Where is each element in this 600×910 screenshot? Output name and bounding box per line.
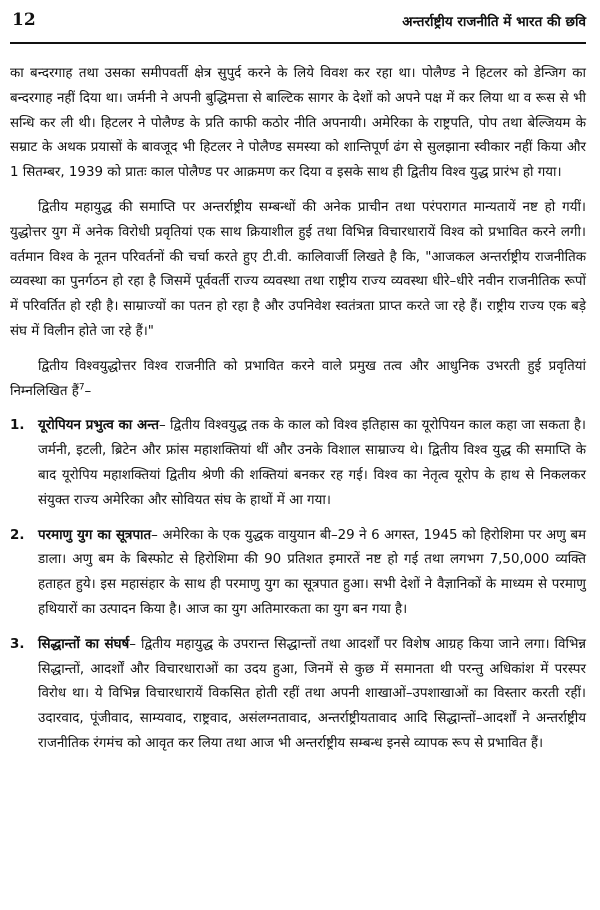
point-title: परमाणु युग का सूत्रपात [38,527,152,543]
points-list [10,414,586,756]
list-item [10,633,586,757]
point-text: – द्वितीय महायुद्ध के उपरान्त सिद्धान्तों तथा आदर्शों पर विशेष आग्रह किया जाने लगा। विभिन्न सिद्धान्तों, आदर्शों और विचारधाराओं का उदय हुआ, जिनमें से कुछ में समानता थी परन्तु अधिकांश में परस्पर विरोध था। ये विभिन्न विचारधारायें विकसित होती रहीं तथा अपनी शाखाओं–उपशाखाओं का विस्तार करती रहीं। उदारवाद, पूंजीवाद, साम्यवाद, राष्ट्रवाद, असंलग्नतावाद, अन्तर्राष्ट्रीयतावाद आदि सिद्धान्तों–आदर्शों ने अन्तर्राष्ट्रीय राजनीतिक रंगमंच को आवृत कर लिया तथा आज भी अन्तर्राष्ट्रीय सम्बन्ध इनसे व्यापक रूप से प्रभावित हैं। [38,636,586,751]
page-number: 12 [12,10,36,30]
running-title: अन्तर्राष्ट्रीय राजनीति में भारत की छवि [402,14,586,30]
list-item [10,414,586,513]
point-number: 1. [10,418,25,434]
page-content [10,62,586,757]
intro-text: द्वितीय विश्वयुद्धोत्तर विश्व राजनीति को प्रभावित करने वाले प्रमुख तत्व और आधुनिक उभरती हुई प्रवृतियां निम्नलिखित हैं [10,358,586,399]
paragraph-intro [10,355,586,405]
paragraph-continuation: का बन्दरगाह तथा उसका समीपवर्ती क्षेत्र सुपुर्द करने के लिये विवश कर रहा था। पोलैण्ड ने हिटलर को डेन्जिग का बन्दरगाह नहीं दिया था। जर्मनी ने अपनी बुद्धिमत्ता से बाल्टिक सागर के देशों को अपने पक्ष में कर लिया था व रूस से भी सन्धि कर ली थी। हिटलर ने पोलैण्ड के प्रति काफी कठोर नीति अपनायी। अमेरिका के राष्ट्रपति, पोप तथा बेल्जियम के सम्राट के अथक प्रयासों के बावजूद भी हिटलर ने पोलैण्ड समस्या को शान्तिपूर्ण ढंग से सुलझाना स्वीकार नहीं किया और 1 सितम्बर, 1939 को प्रातः काल पोलैण्ड पर आक्रमण कर दिया व इसके साथ ही द्वितीय विश्व युद्ध प्रारंभ हो गया। [10,66,586,181]
list-item [10,524,586,623]
point-title: सिद्धान्तों का संघर्ष [38,636,130,652]
point-number: 2. [10,527,25,543]
page-header [10,0,586,44]
point-number: 3. [10,636,25,652]
point-text: – अमेरिका के एक युद्धक वायुयान बी–29 ने 6 अगस्त, 1945 को हिरोशिमा पर अणु बम डाला। अणु बम के बिस्फोट से हिरोशिमा की 90 प्रतिशत इमारतें नष्ट हो गई तथा लगभग 7,50,000 व्यक्ति हताहत हुये। इस महासंहार के साथ ही परमाणु युग का सूत्रपात हुआ। सभी देशों ने वैज्ञानिकों के माध्यम से परमाणु हथियारों का उत्पादन किया है। आज का युग अतिमारकता का युग बन गया है। [38,527,587,617]
point-title: यूरोपियन प्रभुत्व का अन्त [38,418,159,434]
footnote-marker: 7 [78,382,85,393]
paragraph-postwar: द्वितीय महायुद्ध की समाप्ति पर अन्तर्राष्ट्रीय सम्बन्धों की अनेक प्राचीन तथा परंपरागत मान्यतायें नष्ट हो गयीं। युद्धोत्तर युग में अनेक विरोधी प्रवृतियां एक साथ क्रियाशील हुई तथा विभिन्न विचारधारायें विश्व को प्रभावित करने लगी। वर्तमान विश्व के नूतन परिवर्तनों की चर्चा करते हुए टी.वी. कालिवार्जी लिखते है कि, "आजकल अन्तर्राष्ट्रीय राजनीतिक व्यवस्था का पुनर्गठन हो रहा है जिसमें पूर्ववर्ती राज्य व्यवस्था तथा राष्ट्रीय राज्य व्यवस्था धीरे–धीरे नवीन राजनीतिक रूपों में परिवर्तित हो रही है। साम्राज्यों का पतन हो रहा है और उपनिवेश स्वतंत्रता प्राप्त करते जा रहे हैं। राष्ट्रीय राज्य एक बड़े संघ में विलीन होते जा रहे हैं।" [10,199,586,339]
point-text: – द्वितीय विश्वयुद्ध तक के काल को विश्व इतिहास का यूरोपियन काल कहा जा सकता है। जर्मनी, इटली, ब्रिटेन और फ्रांस महाशक्तियां थीं और उनके विशाल साम्राज्य थे। द्वितीय विश्व युद्ध की समाप्ति के बाद यूरोपिय महाशक्तियां द्वितीय श्रेणी की शक्तियां बनकर रह गई। विश्व का नेतृत्व यूरोप के हाथ से निकलकर संयुक्त राज्य अमेरिका और सोवियत संघ के हाथों में आ गया। [38,418,587,508]
intro-tail: – [84,383,92,399]
